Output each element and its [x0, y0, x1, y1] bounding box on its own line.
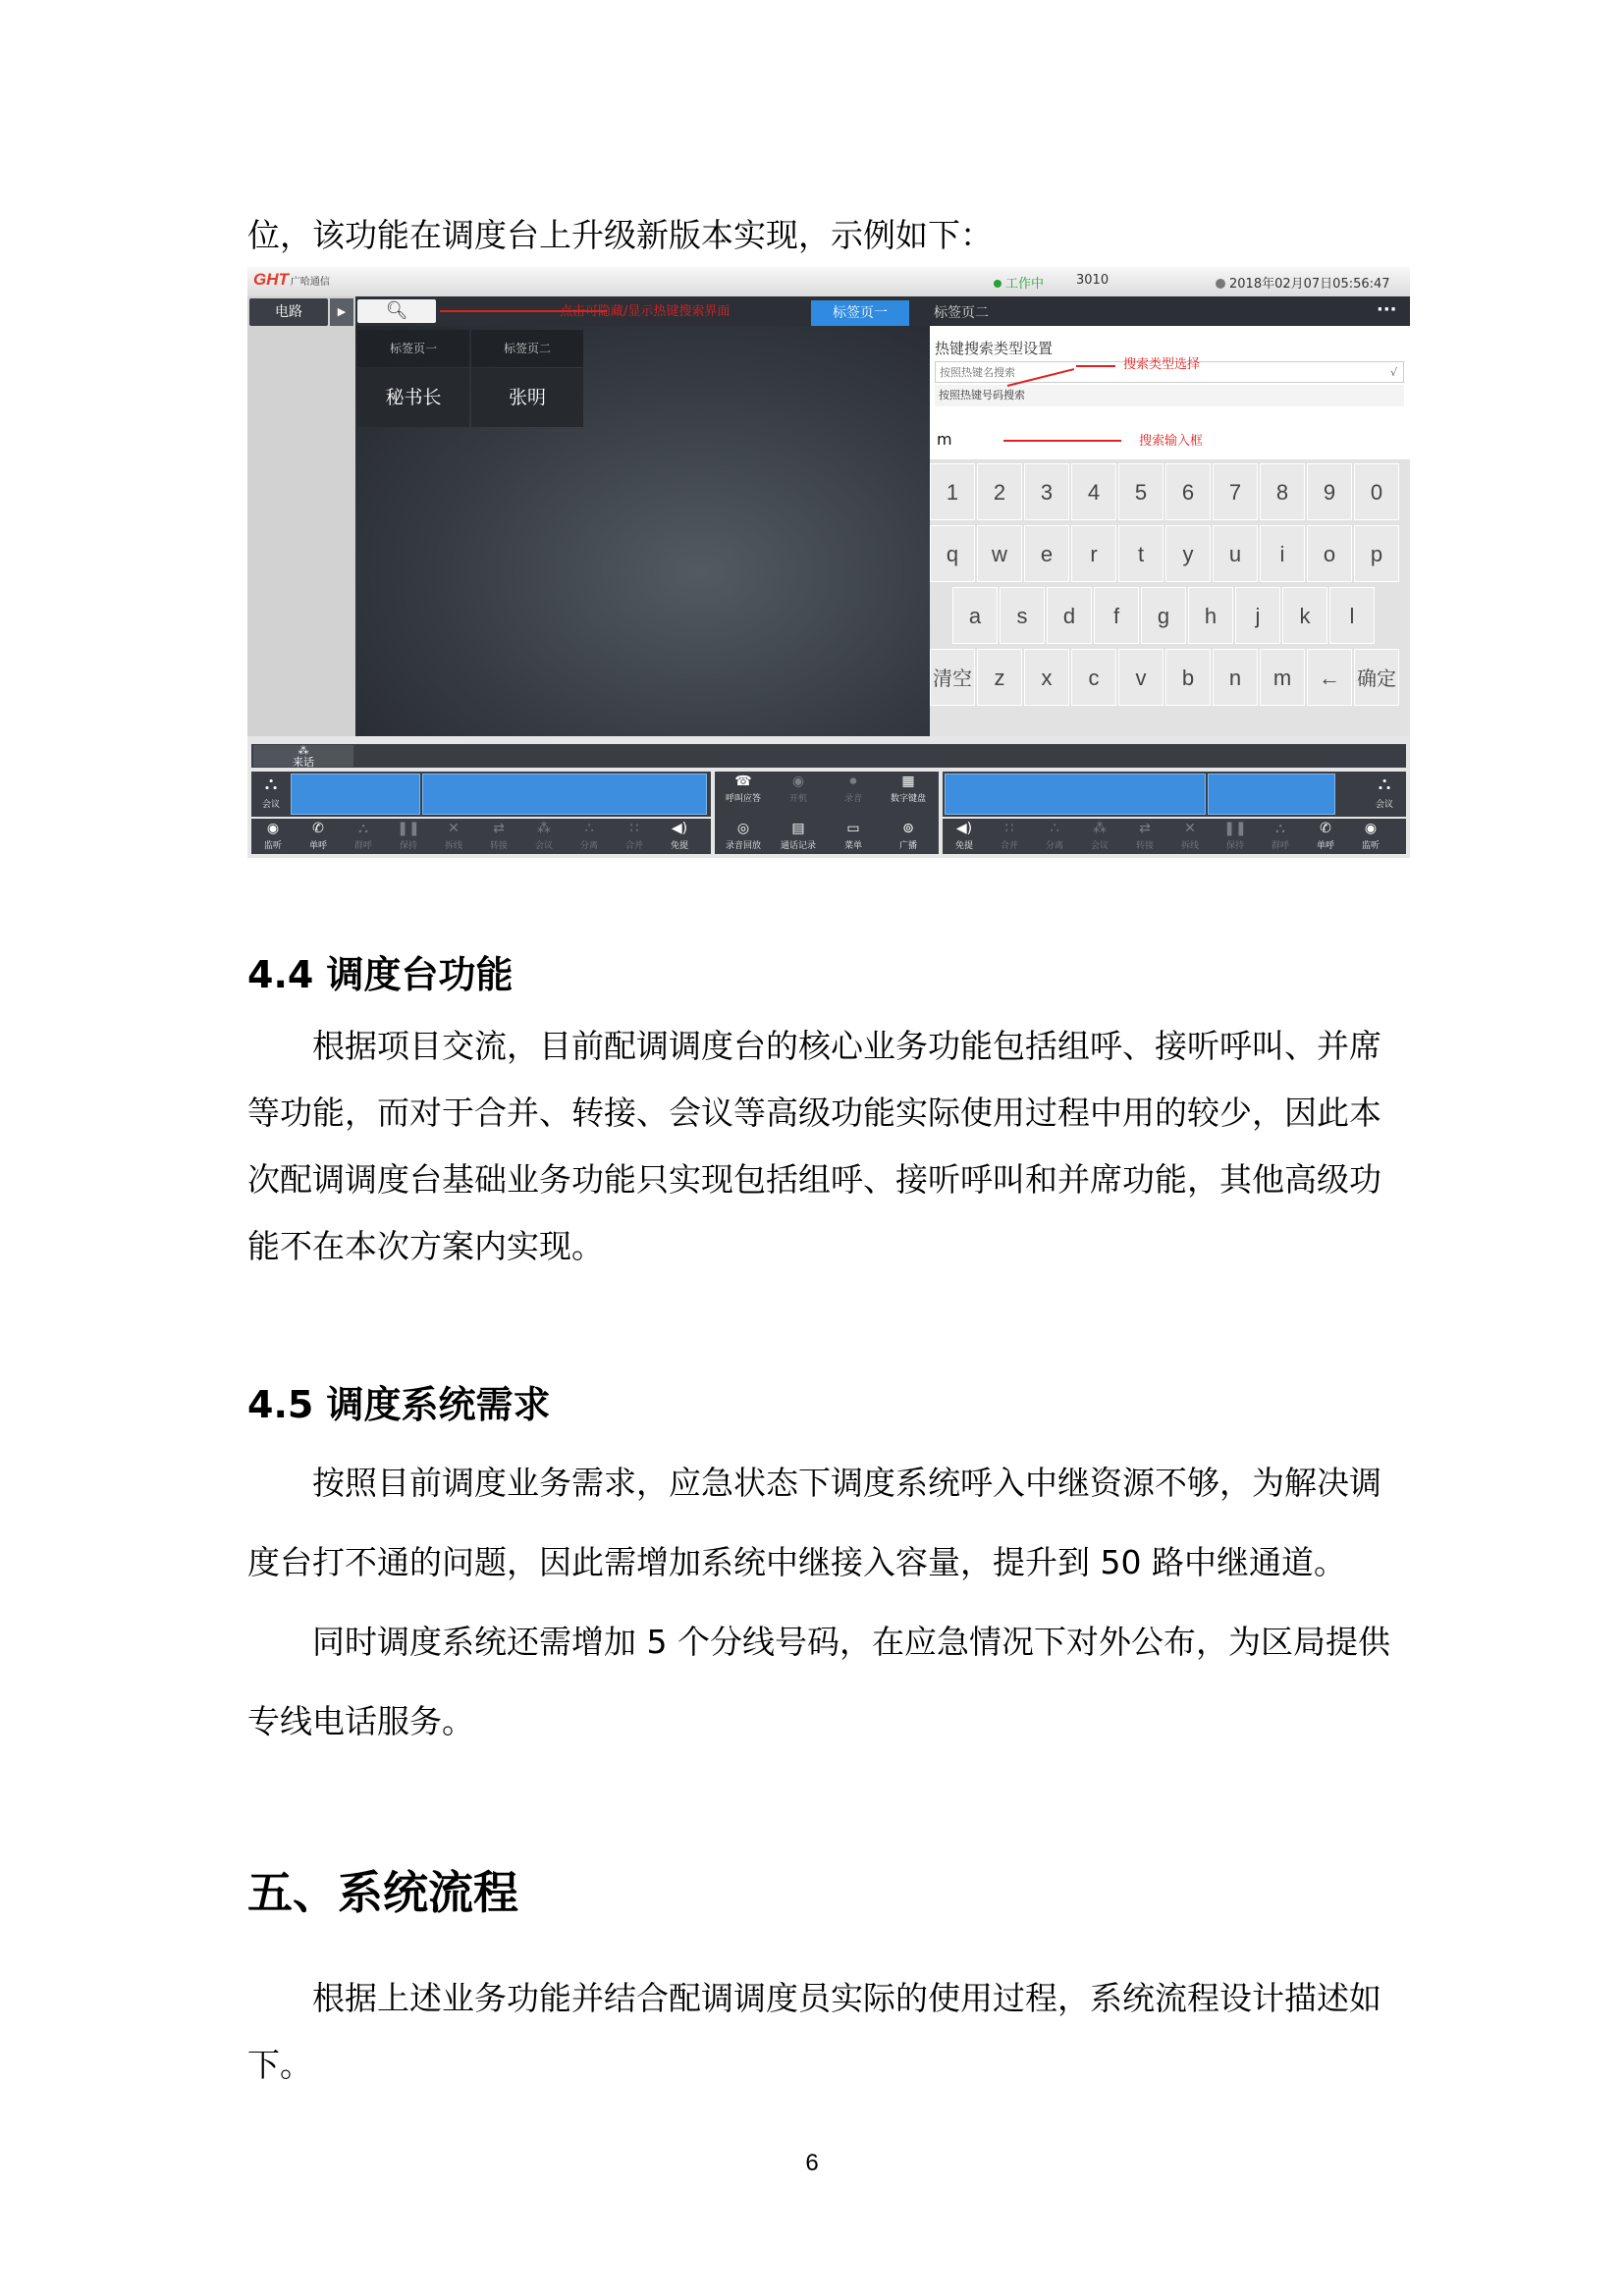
split-icon: ∴: [584, 821, 594, 836]
speaker-icon: ◀): [955, 821, 973, 836]
page-number: 6: [805, 2150, 819, 2176]
meeting-button-right[interactable]: ⛬ 会议: [1367, 772, 1402, 817]
work-status: 工作中: [994, 273, 1044, 292]
tab-page-one[interactable]: 标签页一: [811, 300, 909, 326]
tool-label: 菜单: [843, 841, 862, 851]
key-3-2[interactable]: s: [1000, 587, 1045, 644]
key-3-6[interactable]: h: [1188, 587, 1233, 644]
search-type-option[interactable]: 按照热键号码搜索: [935, 385, 1404, 406]
expand-arrow-icon[interactable]: ▶: [330, 298, 353, 326]
monitor-icon: ◉: [791, 774, 805, 789]
tool-label: 会议: [1090, 841, 1109, 851]
annotation-type: 搜索类型选择: [1123, 357, 1201, 372]
tool-label: 群呼: [1271, 841, 1289, 851]
group-icon: ⛬: [264, 774, 278, 794]
tool-merge-button[interactable]: [526, 819, 562, 854]
tool-pause-button[interactable]: [391, 819, 426, 854]
tool-handset-button[interactable]: [300, 819, 336, 854]
search-icon: 🔍︎: [385, 300, 408, 321]
chapter-5-title: 五、系统流程: [247, 1866, 518, 1919]
key-3-7[interactable]: j: [1235, 587, 1280, 644]
section-4-5-paragraph-2: 同时调度系统还需增加 5 个分线号码，在应急情况下对外公布，为区局提供专线电话服务。: [247, 1623, 1390, 1740]
tool-transfer-button[interactable]: [1127, 819, 1163, 854]
tool-transfer-button[interactable]: [481, 819, 516, 854]
tool-label: 保持: [399, 841, 417, 851]
keypad-icon: ▦: [901, 774, 915, 789]
key-2-9[interactable]: o: [1307, 525, 1352, 582]
monitor-icon: ◉: [1364, 821, 1378, 836]
left-panel: [247, 296, 355, 736]
tool-label: 单呼: [1316, 841, 1334, 851]
join-icon: ∷: [1004, 821, 1014, 836]
tool-group-button[interactable]: [1263, 819, 1298, 854]
tool-label: 分离: [1045, 841, 1063, 851]
line-slot-4[interactable]: [1208, 774, 1335, 815]
tool-label: 免提: [670, 841, 688, 851]
monitor-icon: ◉: [266, 821, 280, 836]
key-3-3[interactable]: d: [1047, 587, 1092, 644]
tool-merge-button[interactable]: [1082, 819, 1117, 854]
voicemail-icon: ◎: [736, 821, 750, 836]
key-4-5[interactable]: v: [1118, 649, 1164, 706]
key-4-1[interactable]: 清空: [930, 649, 975, 706]
tool-label: 会议: [534, 841, 553, 851]
tool-close-button[interactable]: [1172, 819, 1208, 854]
tool-voicemail-button[interactable]: [719, 819, 768, 854]
incoming-call-icon: ⁂: [298, 744, 309, 757]
hotkey-card-secretary[interactable]: 秘书长: [357, 368, 469, 427]
key-2-5[interactable]: t: [1118, 525, 1164, 582]
merge-icon: ⁂: [1093, 821, 1107, 836]
section-4-4-body: 根据项目交流，目前配调调度台的核心业务功能包括组呼、接听呼叫、并席等功能，而对于合并、转接、会议等高级功能实际使用过程中用的较少，因此本次配调调度台基础业务功能只实现包括组呼、接听呼叫和并席功能，其他高级功能不在本次方案内实现。: [247, 1027, 1381, 1265]
split-icon: ∴: [1050, 821, 1059, 836]
close-icon: ✕: [1184, 821, 1196, 836]
key-4-8[interactable]: m: [1260, 649, 1305, 706]
join-icon: ∷: [629, 821, 639, 836]
speaker-icon: ◀): [671, 821, 688, 836]
datetime: 2018年02月07日05:56:47: [1216, 273, 1390, 292]
tool-label: 通话记录: [780, 841, 816, 851]
meeting-button-left[interactable]: ⛬ 会议: [253, 772, 289, 817]
screen-icon: ▭: [846, 821, 860, 836]
tool-speaker-button[interactable]: [662, 819, 697, 854]
tool-monitor-button[interactable]: [774, 772, 823, 807]
tool-label: 拆线: [1180, 841, 1199, 851]
tool-label: 单呼: [308, 841, 327, 851]
tool-pause-button[interactable]: [1218, 819, 1253, 854]
tool-monitor-button[interactable]: [1353, 819, 1388, 854]
document-icon: ▤: [791, 821, 805, 836]
tool-label: 监听: [1361, 841, 1380, 851]
tool-phone-button[interactable]: [719, 772, 768, 807]
tool-label: 合并: [1000, 841, 1018, 851]
more-dots-icon[interactable]: ···: [1377, 299, 1397, 320]
key-1-10[interactable]: 0: [1354, 463, 1399, 520]
tool-label: 合并: [624, 841, 643, 851]
tool-label: 监听: [263, 841, 282, 851]
annotation-input: 搜索输入框: [1139, 434, 1204, 449]
key-1-1[interactable]: 1: [930, 463, 975, 520]
tool-label: 转接: [1135, 841, 1154, 851]
tool-label: 群呼: [353, 841, 372, 851]
key-4-6[interactable]: b: [1165, 649, 1211, 706]
key-3-5[interactable]: g: [1141, 587, 1186, 644]
annotation-search: 点击可隐藏/显示热键搜索界面: [560, 304, 731, 319]
key-3-4[interactable]: f: [1094, 587, 1139, 644]
key-4-2[interactable]: z: [977, 649, 1022, 706]
key-2-4[interactable]: r: [1071, 525, 1116, 582]
hotkey-card-zhangming[interactable]: 张明: [471, 368, 583, 427]
workspace-tab-one[interactable]: 标签页一: [357, 330, 469, 367]
tool-label: 广播: [898, 841, 917, 851]
chapter-5-body: 根据上述业务功能并结合配调调度员实际的使用过程，系统流程设计描述如下。: [247, 1979, 1381, 2084]
key-1-5[interactable]: 5: [1118, 463, 1164, 520]
tool-join-button[interactable]: [992, 819, 1027, 854]
line-slot-3[interactable]: [945, 774, 1206, 815]
key-2-2[interactable]: w: [977, 525, 1022, 582]
phone-button[interactable]: 电路: [249, 298, 328, 326]
search-type-select[interactable]: 按照热键名搜索 √: [935, 361, 1404, 383]
status-dot-icon: [994, 280, 1001, 288]
group-icon: ⛬: [1378, 774, 1391, 794]
close-icon: ✕: [448, 821, 460, 836]
group-icon: ⛬: [1275, 821, 1285, 836]
search-toggle-button[interactable]: [357, 299, 436, 323]
transfer-icon: ⇄: [493, 821, 505, 836]
title-bar: [247, 267, 1410, 297]
tool-document-button[interactable]: [774, 819, 823, 854]
key-3-8[interactable]: k: [1282, 587, 1327, 644]
tool-record-button[interactable]: [829, 772, 878, 807]
tool-label: 拆线: [444, 841, 462, 851]
key-1-4[interactable]: 4: [1071, 463, 1116, 520]
clock-icon: [1216, 279, 1225, 289]
pause-icon: ❚❚: [397, 821, 420, 836]
tool-label: 免提: [954, 841, 973, 851]
brand-logo: GHT 广哈通信: [253, 270, 330, 289]
chevron-down-icon: √: [1389, 366, 1397, 379]
pause-icon: ❚❚: [1223, 821, 1247, 836]
key-2-10[interactable]: p: [1354, 525, 1399, 582]
record-icon: ⏺: [849, 774, 857, 789]
key-4-4[interactable]: c: [1071, 649, 1116, 706]
workspace-tab-two[interactable]: 标签页二: [471, 330, 583, 367]
key-1-2[interactable]: 2: [977, 463, 1022, 520]
group-icon: ⛬: [358, 821, 368, 836]
key-2-8[interactable]: i: [1260, 525, 1305, 582]
key-3-9[interactable]: l: [1329, 587, 1375, 644]
tab-page-two[interactable]: 标签页二: [934, 305, 989, 321]
tool-monitor-button[interactable]: [255, 819, 291, 854]
key-2-7[interactable]: u: [1213, 525, 1258, 582]
section-4-4-title: 4.4 调度台功能: [247, 953, 514, 996]
tool-speaker-button[interactable]: [947, 819, 982, 854]
tool-close-button[interactable]: [436, 819, 471, 854]
key-1-8[interactable]: 8: [1260, 463, 1305, 520]
intro-text: 位，该功能在调度台上升级新版本实现，示例如下：: [247, 216, 993, 254]
key-2-6[interactable]: y: [1165, 525, 1211, 582]
tool-screen-button[interactable]: [829, 819, 878, 854]
key-2-1[interactable]: q: [930, 525, 975, 582]
incoming-call-button[interactable]: ⁂ 来话: [253, 745, 353, 767]
key-1-6[interactable]: 6: [1165, 463, 1211, 520]
tool-label: 保持: [1225, 841, 1244, 851]
tool-label: 分离: [579, 841, 598, 851]
search-input[interactable]: m: [937, 430, 952, 449]
tool-join-button[interactable]: [617, 819, 652, 854]
tool-split-button[interactable]: [571, 819, 607, 854]
key-4-7[interactable]: n: [1213, 649, 1258, 706]
dispatch-console-screenshot: [247, 267, 1410, 858]
tool-label: 开机: [788, 794, 807, 804]
key-4-3[interactable]: x: [1024, 649, 1069, 706]
handset-icon: ✆: [1320, 821, 1331, 836]
tool-label: 录音回放: [725, 841, 761, 851]
merge-icon: ⁂: [537, 821, 551, 836]
soft-keyboard: [930, 459, 1410, 736]
key-4-9[interactable]: ←: [1307, 649, 1352, 706]
tool-group-button[interactable]: [346, 819, 381, 854]
key-3-1[interactable]: a: [952, 587, 998, 644]
key-1-7[interactable]: 7: [1213, 463, 1258, 520]
transfer-icon: ⇄: [1139, 821, 1151, 836]
annotation-line-type: [1076, 365, 1115, 367]
broadcast-icon: ⊚: [902, 821, 914, 836]
tool-broadcast-button[interactable]: [884, 819, 933, 854]
phone-icon: ☎: [734, 774, 752, 789]
hotkey-search-title: 热键搜索类型设置: [935, 340, 1054, 357]
handset-icon: ✆: [312, 821, 324, 836]
line-slot-2[interactable]: [422, 774, 707, 815]
incoming-call-bar: [251, 744, 1406, 768]
tool-label: 数字键盘: [890, 794, 926, 804]
tool-handset-button[interactable]: [1308, 819, 1343, 854]
section-4-5-title: 4.5 调度系统需求: [247, 1383, 551, 1426]
section-4-5-paragraph-1: 按照目前调度业务需求，应急状态下调度系统呼入中继资源不够，为解决调度台打不通的问题，因此需增加系统中继接入容量，提升到 50 路中继通道。: [247, 1464, 1381, 1581]
key-1-3[interactable]: 3: [1024, 463, 1069, 520]
tool-label: 转接: [489, 841, 508, 851]
tool-label: 录音: [843, 794, 862, 804]
key-1-9[interactable]: 9: [1307, 463, 1352, 520]
extension-number: 3010: [1076, 273, 1110, 288]
key-2-3[interactable]: e: [1024, 525, 1069, 582]
tool-keypad-button[interactable]: [884, 772, 933, 807]
line-slot-1[interactable]: [291, 774, 420, 815]
key-4-10[interactable]: 确定: [1354, 649, 1399, 706]
annotation-arrow-input: [1003, 440, 1121, 442]
tool-split-button[interactable]: [1037, 819, 1072, 854]
tool-label: 呼叫应答: [725, 794, 761, 804]
